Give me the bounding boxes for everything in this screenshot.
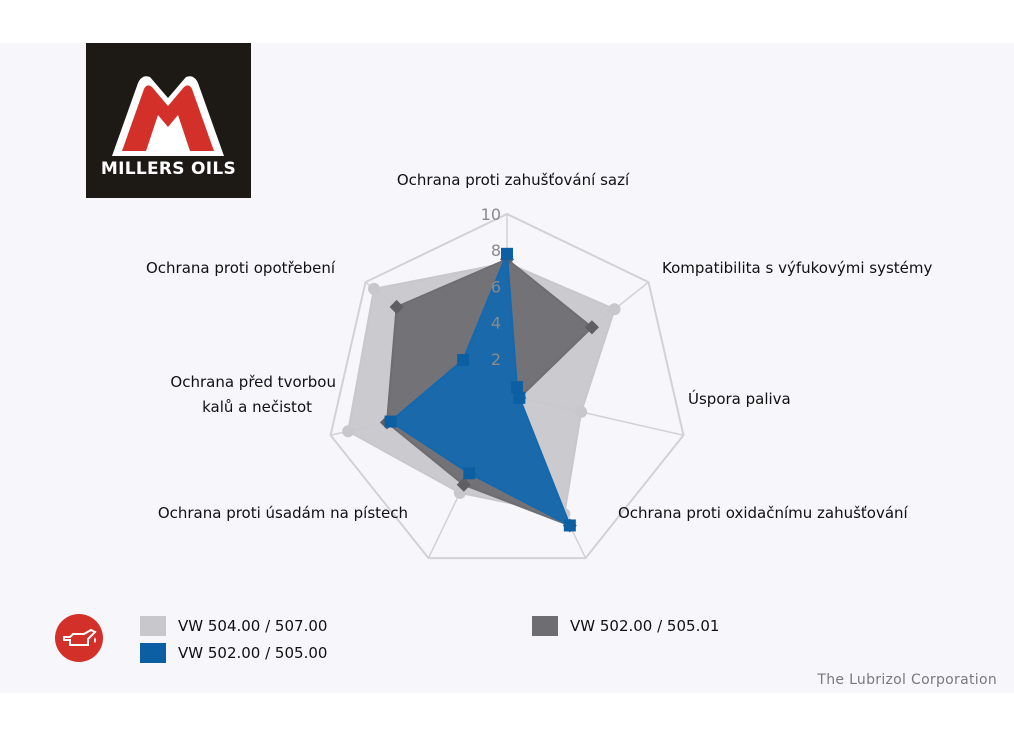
legend-label-1: VW 502.00 / 505.01 <box>570 617 720 635</box>
tick-label: 8 <box>490 241 501 261</box>
legend-label-2: VW 502.00 / 505.00 <box>178 644 328 662</box>
axis-label: Kompatibilita s výfukovými systémy <box>662 259 933 277</box>
series-0-point <box>609 303 621 315</box>
axis-label: Ochrana proti úsadám na pístech <box>157 504 408 522</box>
axis-label: Ochrana proti opotřebení <box>146 259 335 277</box>
axis-label: Úspora paliva <box>688 390 791 408</box>
series-2-point <box>457 354 469 366</box>
axis-label: Ochrana před tvorbou <box>170 373 336 391</box>
axis-label: Ochrana proti oxidačnímu zahušťování <box>618 504 908 522</box>
series-2-point <box>501 248 513 260</box>
series-2-point <box>385 416 397 428</box>
legend-label-0: VW 504.00 / 507.00 <box>178 617 328 635</box>
legend-swatch-1 <box>532 616 558 636</box>
axis-label: kalů a nečistot <box>202 398 312 416</box>
series-2-point <box>513 392 525 404</box>
tick-label: 2 <box>490 349 501 369</box>
series-2-point <box>511 381 523 393</box>
source-credit: The Lubrizol Corporation <box>817 672 997 688</box>
tick-label: 6 <box>490 277 501 297</box>
tick-label: 4 <box>490 313 501 333</box>
legend-swatch-2 <box>140 643 166 663</box>
radar-series <box>342 248 620 533</box>
series-0-point <box>575 406 587 418</box>
series-2-point <box>564 519 576 531</box>
oil-can-icon <box>55 614 103 662</box>
series-0-point <box>368 283 380 295</box>
series-2-point <box>463 467 475 479</box>
legend-swatch-0 <box>140 616 166 636</box>
axis-label: Ochrana proti zahušťování sazí <box>396 171 630 189</box>
series-0-point <box>342 425 354 437</box>
tick-label: 10 <box>480 205 501 224</box>
logo-wordmark: MILLERS OILS <box>100 159 237 179</box>
